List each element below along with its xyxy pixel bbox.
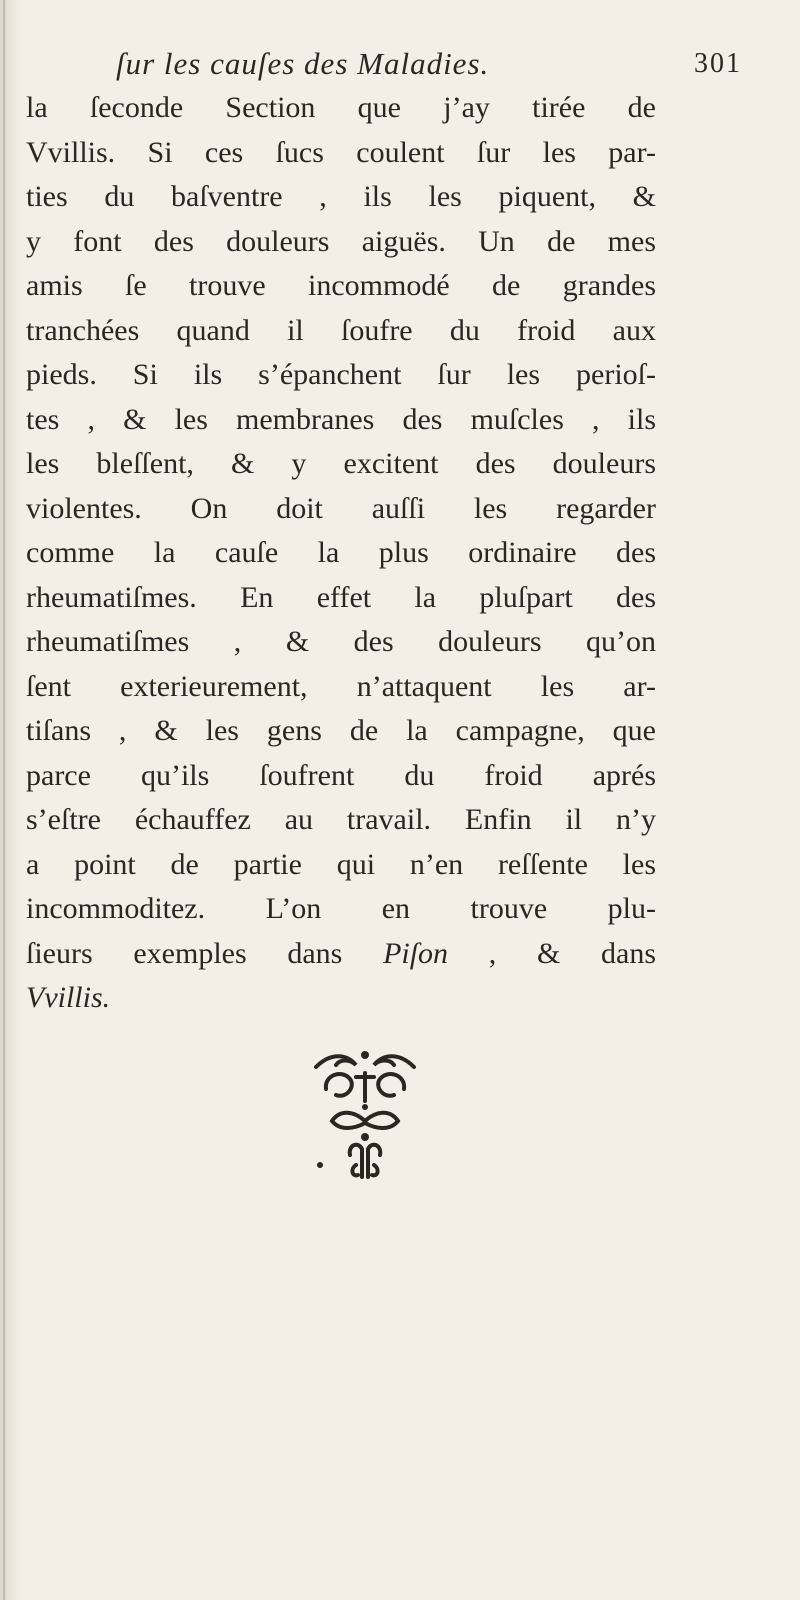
text-line: amis ſe trouve incommodé de grandes — [26, 269, 656, 302]
text-line: la ſeconde Section que j’ay tirée de — [26, 91, 656, 124]
text-line: les bleſſent, & y excitent des douleurs — [26, 447, 656, 480]
text-line: ties du baſventre , ils les piquent, & — [26, 180, 656, 213]
text-line: incommoditez. L’on en trouve plu- — [26, 892, 656, 925]
author-name-pison: Piſon — [383, 936, 449, 970]
text-line: tranchées quand il ſoufre du froid aux — [26, 313, 656, 347]
text-line: Vvillis. Si ces ſucs coulent ſur les par- — [26, 135, 656, 169]
body-text — [26, 86, 656, 1021]
text-segment: ſieurs exemples dans — [26, 936, 384, 970]
author-name-willis: Vvillis. — [26, 981, 111, 1014]
fleuron-ornament-icon — [310, 1045, 420, 1215]
text-line: tes , & les membranes des muſcles , ils — [26, 402, 656, 436]
text-line: rheumatiſmes. En effet la pluſpart des — [26, 580, 656, 614]
page-number: 301 — [694, 48, 742, 79]
text-line: comme la cauſe la plus ordinaire des — [26, 536, 656, 569]
text-segment: , & dans — [448, 936, 657, 970]
text-line: tiſans , & les gens de la campagne, que — [26, 714, 656, 747]
text-line — [26, 976, 656, 1021]
text-line: pieds. Si ils s’épanchent ſur les perioſ- — [26, 358, 656, 391]
text-line: violentes. On doit auſſi les regarder — [26, 491, 656, 525]
text-line: rheumatiſmes , & des douleurs qu’on — [26, 625, 656, 658]
text-line: y font des douleurs aiguës. Un de mes — [26, 224, 656, 258]
page-gutter-shadow — [3, 0, 5, 1600]
text-line — [26, 932, 656, 977]
text-line: ſent exterieurement, n’attaquent les ar- — [26, 669, 656, 703]
text-line: s’eſtre échauffez au travail. Enfin il n’y — [26, 803, 656, 836]
running-head — [0, 46, 800, 86]
running-title: ſur les cauſes des Maladies. — [116, 46, 490, 81]
text-line: parce qu’ils ſoufrent du froid aprés — [26, 758, 656, 792]
text-line: a point de partie qui n’en reſſente les — [26, 847, 656, 881]
